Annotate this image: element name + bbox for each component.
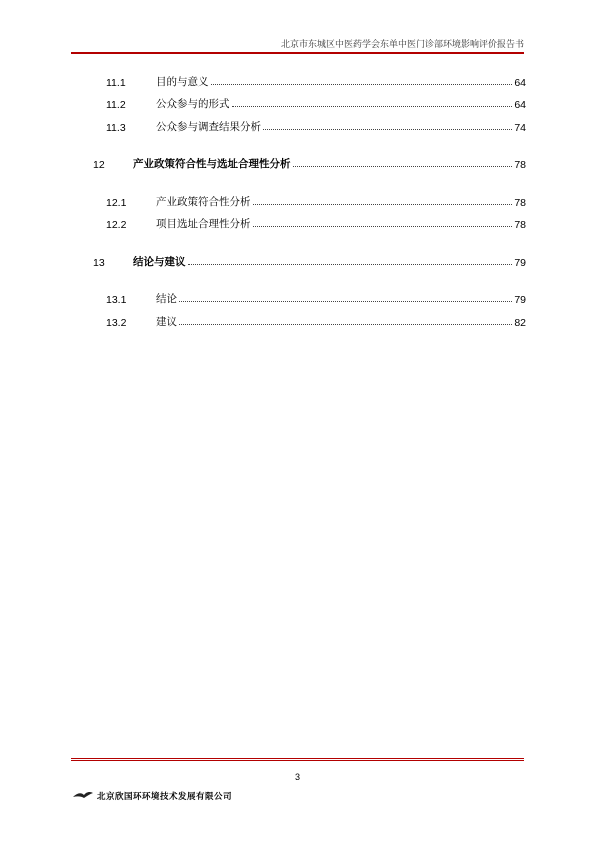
header-title: 北京市东城区中医药学会东单中医门诊部环境影响评价报告书 (280, 40, 524, 50)
toc-entry-page: 79 (514, 294, 526, 306)
toc-entry[interactable] (93, 284, 526, 307)
toc-entry-number: 13.1 (106, 294, 127, 306)
toc-entry-title: 建议 (156, 315, 177, 328)
toc-entry-number: 11.3 (106, 121, 126, 134)
toc-leader-dots (263, 128, 512, 130)
toc-leader-dots (188, 263, 513, 265)
bird-logo-icon (72, 789, 94, 801)
toc-entry[interactable] (93, 89, 526, 112)
toc-spacer (93, 231, 526, 246)
toc-entry-page: 74 (514, 121, 526, 134)
toc-leader-dots (211, 83, 513, 85)
toc-spacer (93, 134, 526, 149)
toc-entry-number: 11.2 (106, 99, 126, 111)
footer-rule (71, 758, 524, 761)
toc-entry-page: 78 (514, 159, 526, 171)
toc-entry-number: 13.2 (106, 316, 127, 329)
toc-entry-title: 产业政策符合性分析 (156, 195, 251, 208)
toc-entry[interactable] (93, 186, 526, 209)
toc-entry-page: 64 (514, 76, 526, 89)
toc-entry-title: 结论与建议 (133, 255, 186, 268)
toc-entry[interactable] (93, 66, 526, 89)
toc-spacer (93, 171, 526, 186)
toc-entry-number: 11.1 (106, 76, 126, 89)
toc-chapter-entry[interactable] (93, 246, 526, 269)
toc-entry[interactable] (93, 306, 526, 329)
toc-entry-number: 12 (93, 159, 105, 171)
toc-leader-dots (253, 225, 513, 227)
toc-entry-title: 目的与意义 (156, 75, 209, 88)
toc-entry-number: 12.1 (106, 196, 127, 209)
toc-entry-page: 78 (514, 219, 526, 231)
toc-entry-title: 结论 (156, 293, 177, 305)
toc-entry-number: 12.2 (106, 219, 127, 231)
toc-entry-number: 13 (93, 256, 105, 269)
toc-leader-dots (179, 323, 512, 325)
toc-leader-dots (253, 203, 513, 205)
toc-entry-page: 64 (514, 99, 526, 111)
toc-entry[interactable] (93, 209, 526, 232)
toc-chapter-entry[interactable] (93, 149, 526, 172)
toc-entry-page: 78 (514, 196, 526, 209)
toc-spacer (93, 269, 526, 284)
toc-entry-page: 79 (514, 256, 526, 269)
toc-entry-title: 公众参与调查结果分析 (156, 120, 261, 133)
toc-leader-dots (293, 165, 513, 167)
toc-leader-dots (232, 105, 513, 107)
toc-entry-title: 公众参与的形式 (156, 98, 230, 110)
toc-entry-title: 产业政策符合性与选址合理性分析 (133, 158, 291, 170)
header-rule (71, 52, 524, 54)
toc-entry-title: 项目选址合理性分析 (156, 218, 251, 230)
page-number: 3 (294, 772, 300, 782)
toc-leader-dots (179, 300, 512, 302)
toc-entry-page: 82 (514, 316, 526, 329)
company-name: 北京欣国环环境技术发展有限公司 (97, 792, 233, 802)
toc-entry[interactable] (93, 111, 526, 134)
table-of-contents (93, 66, 526, 329)
